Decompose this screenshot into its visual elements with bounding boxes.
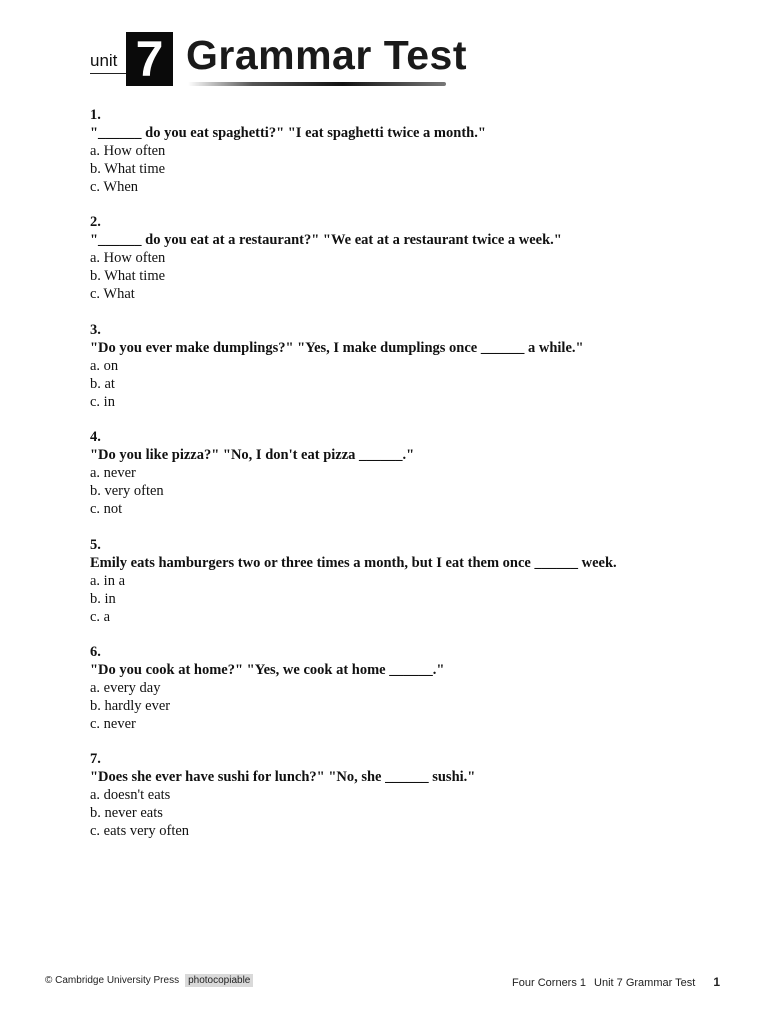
option-c: c. a	[90, 608, 111, 625]
book-title: Four Corners 1	[512, 977, 587, 989]
question-number: 3.	[90, 321, 101, 338]
option-a: a. How often	[90, 250, 166, 267]
question-list	[90, 106, 710, 858]
page-title: Grammar Test	[186, 32, 467, 78]
question-text: "Do you cook at home?" "Yes, we cook at home ______."	[90, 661, 445, 678]
question-text: "______ do you eat spaghetti?" "I eat spaghetti twice a month."	[90, 125, 486, 141]
option-a: a. in a	[90, 572, 126, 589]
unit-label: unit	[90, 51, 118, 70]
question-1	[90, 106, 710, 196]
page-header	[90, 30, 467, 90]
question-text: "Does she ever have sushi for lunch?" "No, she ______ sushi."	[90, 769, 476, 786]
question-number: 6.	[90, 643, 101, 660]
question-number: 7.	[90, 751, 101, 768]
footer-copyright-area	[45, 975, 253, 986]
question-text: "______ do you eat at a restaurant?" "We eat at a restaurant twice a week."	[90, 232, 562, 249]
option-c: c. not	[90, 501, 123, 518]
option-b: b. hardly ever	[90, 697, 171, 714]
question-number: 5.	[90, 536, 101, 553]
unit-underline	[90, 73, 126, 74]
option-c: c. When	[90, 179, 139, 195]
unit-number-badge: 7	[126, 32, 173, 86]
footer-book-info	[512, 975, 720, 989]
question-2	[90, 213, 710, 303]
question-4	[90, 428, 710, 518]
question-number: 2.	[90, 214, 101, 231]
question-5	[90, 536, 710, 626]
option-c: c. eats very often	[90, 823, 190, 840]
question-text: "Do you ever make dumplings?" "Yes, I make dumplings once ______ a while."	[90, 339, 584, 356]
photocopiable-badge: photocopiable	[185, 974, 253, 987]
question-6	[90, 643, 710, 733]
option-a: a. every day	[90, 679, 161, 696]
option-c: c. in	[90, 393, 115, 410]
option-a: a. never	[90, 465, 136, 482]
question-text: "Do you like pizza?" "No, I don't eat pizza ______."	[90, 447, 415, 464]
question-number: 4.	[90, 429, 101, 446]
option-a: a. How often	[90, 143, 166, 159]
option-b: b. What time	[90, 268, 166, 285]
question-number: 1.	[90, 107, 101, 123]
question-7	[90, 750, 710, 840]
title-underline	[188, 82, 446, 86]
question-3	[90, 321, 710, 411]
option-a: a. on	[90, 357, 119, 374]
option-b: b. never eats	[90, 805, 163, 822]
option-c: c. never	[90, 715, 136, 732]
question-text: Emily eats hamburgers two or three times a month, but I eat them once ______ week.	[90, 554, 617, 571]
page-number: 1	[713, 975, 720, 989]
section-title: Unit 7 Grammar Test	[594, 977, 696, 989]
copyright-text: © Cambridge University Press	[45, 975, 180, 986]
option-c: c. What	[90, 286, 135, 303]
option-a: a. doesn't eats	[90, 787, 171, 804]
option-b: b. at	[90, 375, 115, 392]
option-b: b. very often	[90, 483, 164, 500]
option-b: b. in	[90, 590, 116, 607]
option-b: b. What time	[90, 161, 166, 177]
